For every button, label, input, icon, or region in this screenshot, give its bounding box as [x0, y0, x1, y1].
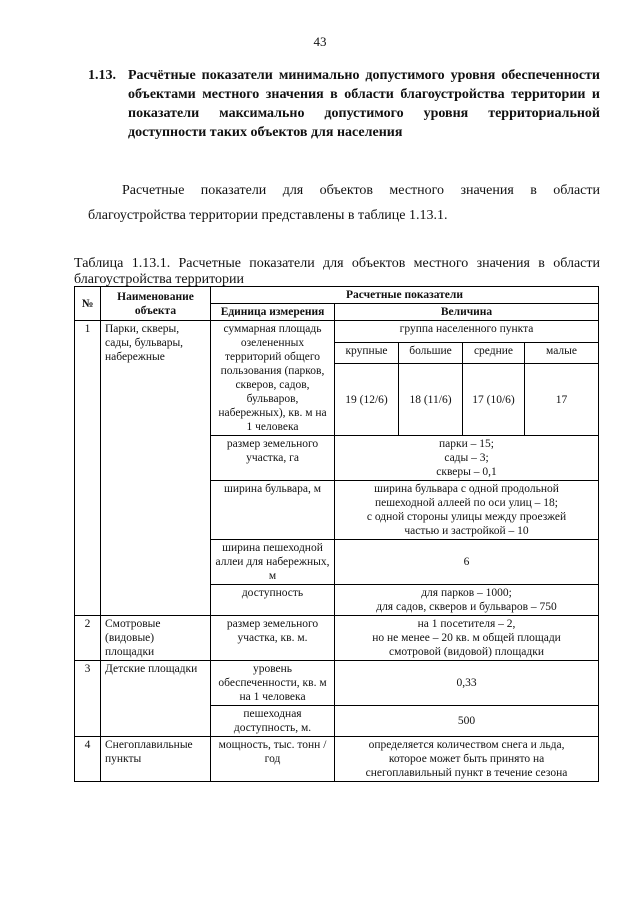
table-row: [75, 661, 599, 706]
header-num: №: [75, 287, 101, 321]
row-unit: уровень обеспеченности, кв. м на 1 человека: [211, 661, 335, 706]
row-name: Смотровые (видовые) площадки: [101, 616, 211, 661]
group-name: средние: [463, 342, 525, 364]
group-name: большие: [399, 342, 463, 364]
row-value: 0,33: [335, 661, 599, 706]
group-value: 19 (12/6): [335, 364, 399, 436]
row-unit: размер земельного участка, кв. м.: [211, 616, 335, 661]
group-value: 17 (10/6): [463, 364, 525, 436]
row-value: парки – 15; сады – 3; скверы – 0,1: [335, 436, 599, 481]
row-unit: доступность: [211, 585, 335, 616]
row-num: 2: [75, 616, 101, 661]
section-heading: [88, 66, 600, 142]
row-value: 500: [335, 706, 599, 737]
row-num: 1: [75, 321, 101, 616]
group-value: 17: [525, 364, 599, 436]
group-value: 18 (11/6): [399, 364, 463, 436]
row-name: Парки, скверы, сады, бульвары, набережные: [101, 321, 211, 616]
table-caption: Таблица 1.13.1. Расчетные показатели для объектов местного значения в области благоустройства территории: [74, 256, 600, 287]
row-value: ширина бульвара с одной продольной пешеходной аллеей по оси улиц – 18; с одной стороны улицы между проезжей частью и застройкой – 10: [335, 481, 599, 540]
group-name: малые: [525, 342, 599, 364]
group-label: группа населенного пункта: [335, 321, 599, 343]
row-unit: суммарная площадь озелененных территорий общего пользования (парков, скверов, садов, бульваров, набережных), кв. м на 1 человека: [211, 321, 335, 436]
group-name: крупные: [335, 342, 399, 364]
row-name: Детские площадки: [101, 661, 211, 737]
row-value: 6: [335, 540, 599, 585]
row-name: Снегоплавильные пункты: [101, 737, 211, 782]
row-num: 4: [75, 737, 101, 782]
section-title: Расчётные показатели минимально допустимого уровня обеспеченности объектами местного значения в области благоустройства территории и показатели максимально допустимого уровня территориальной доступности таких объектов для населения: [128, 68, 600, 140]
header-unit: Единица измерения: [211, 304, 335, 321]
table-header-row: [75, 287, 599, 304]
table-row: [75, 616, 599, 661]
row-value: для парков – 1000; для садов, скверов и бульваров – 750: [335, 585, 599, 616]
section-number: 1.13.: [88, 68, 116, 83]
table-row: [75, 321, 599, 343]
row-value: на 1 посетителя – 2, но не менее – 20 кв. м общей площади смотровой (видовой) площадки: [335, 616, 599, 661]
row-unit: пешеходная доступность, м.: [211, 706, 335, 737]
page-number: 43: [313, 34, 327, 49]
row-value: определяется количеством снега и льда, которое может быть принято на снегоплавильный пункт в течение сезона: [335, 737, 599, 782]
row-unit: размер земельного участка, га: [211, 436, 335, 481]
indicators-table: [74, 286, 599, 782]
header-value: Величина: [335, 304, 599, 321]
intro-paragraph: Расчетные показатели для объектов местного значения в области благоустройства территории представлены в таблице 1.13.1.: [88, 183, 600, 223]
row-num: 3: [75, 661, 101, 737]
table-row: [75, 737, 599, 782]
row-unit: мощность, тыс. тонн / год: [211, 737, 335, 782]
row-unit: ширина бульвара, м: [211, 481, 335, 540]
row-unit: ширина пешеходной аллеи для набережных, м: [211, 540, 335, 585]
header-name: Наименование объекта: [101, 287, 211, 321]
header-calc: Расчетные показатели: [211, 287, 599, 304]
